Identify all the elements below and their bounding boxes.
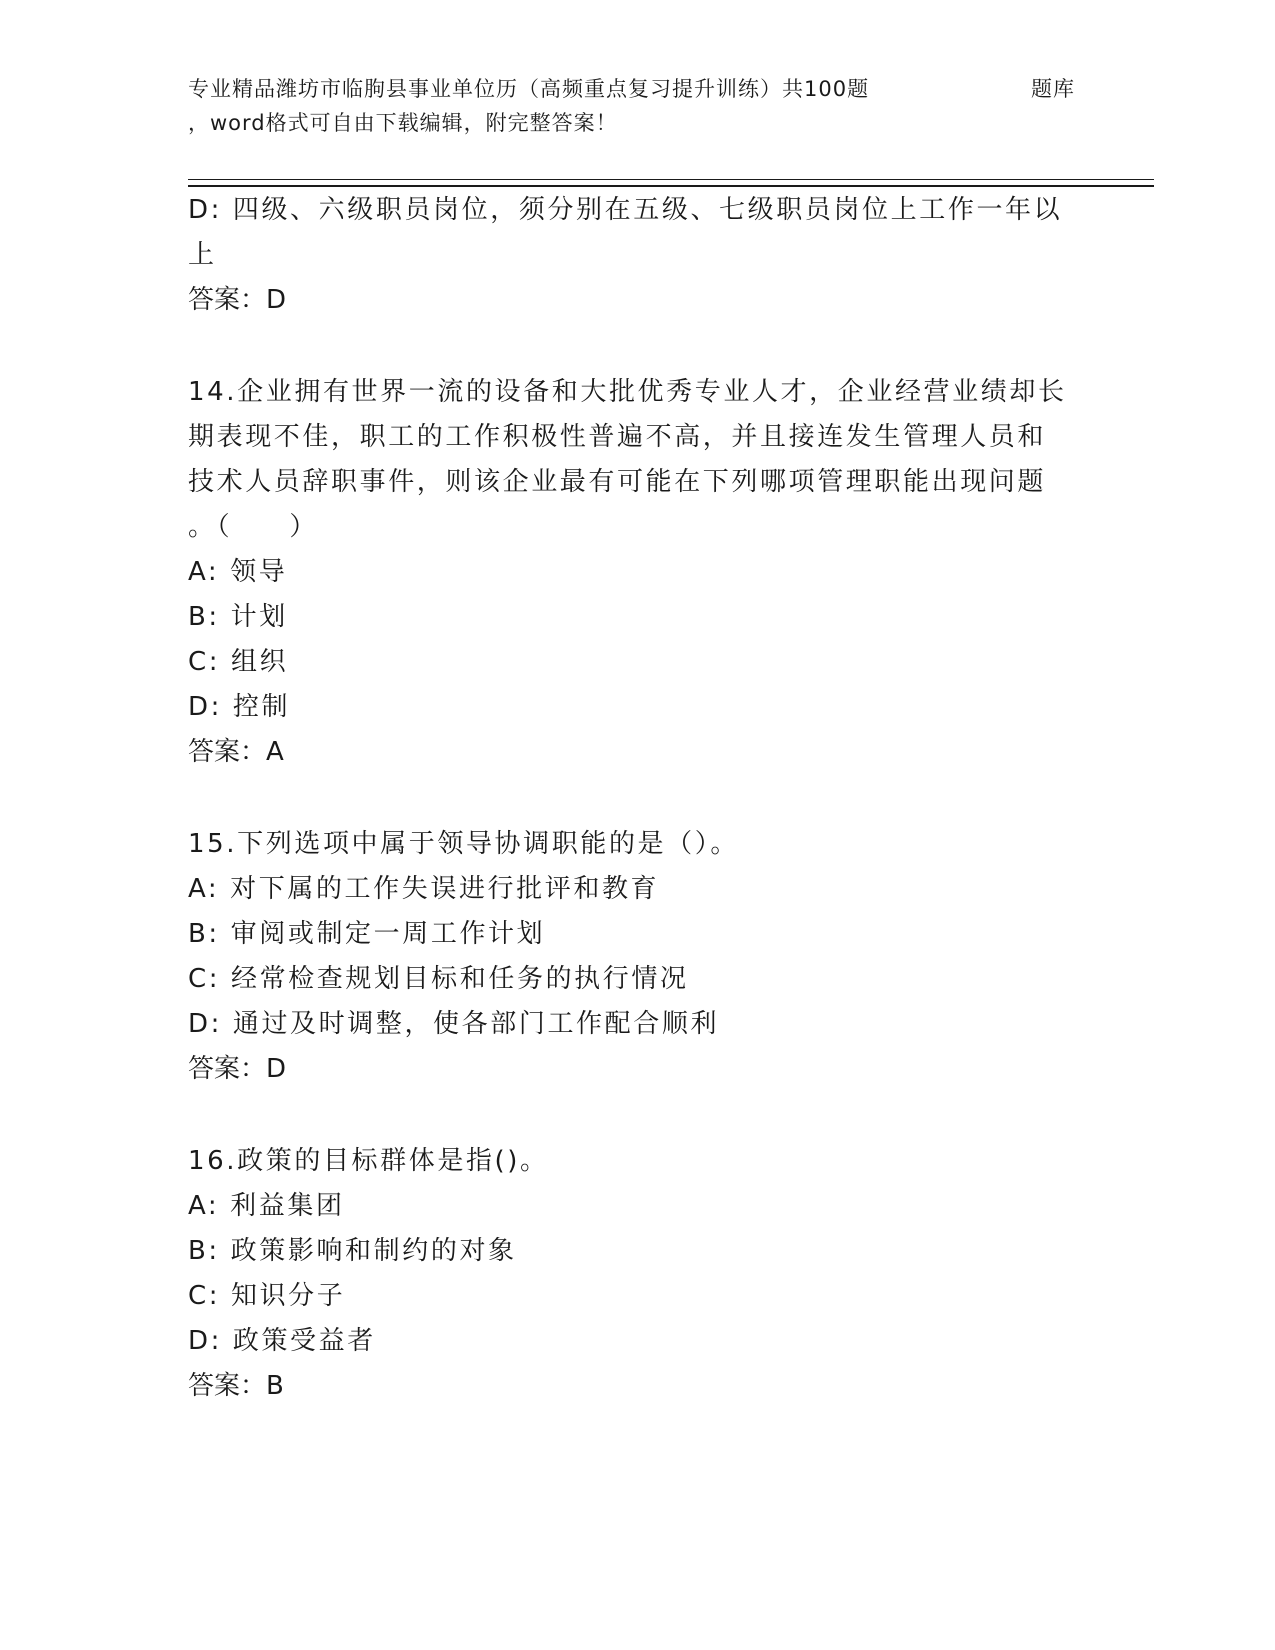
q14-option-c: C: 组织 xyxy=(188,647,289,677)
q14-stem-line: 技术人员辞职事件，则该企业最有可能在下列哪项管理职能出现问题 xyxy=(188,467,1047,497)
header-line-1 xyxy=(188,72,1108,106)
q13-option-d-cont: 上 xyxy=(188,240,217,270)
q14-answer: 答案：A xyxy=(188,737,284,767)
header-title-right: 题库 xyxy=(1031,77,1075,101)
q16-option-c: C: 知识分子 xyxy=(188,1281,346,1311)
header-divider xyxy=(188,179,1154,187)
q15-answer: 答案：D xyxy=(188,1054,287,1084)
q14-stem-line: 14.企业拥有世界一流的设备和大批优秀专业人才，企业经营业绩却长 xyxy=(188,377,1067,407)
q14-stem-line: 。（ ） xyxy=(188,512,319,542)
spacer xyxy=(188,323,1088,370)
q13-option-d: D: 四级、六级职员岗位，须分别在五级、七级职员岗位上工作一年以 xyxy=(188,195,1063,225)
q16-option-b: B: 政策影响和制约的对象 xyxy=(188,1236,517,1266)
q15-option-d: D: 通过及时调整，使各部门工作配合顺利 xyxy=(188,1009,720,1039)
page-header xyxy=(188,72,1108,140)
header-line-2: ，word格式可自由下载编辑，附完整答案！ xyxy=(188,111,618,135)
q14-option-b: B: 计划 xyxy=(188,602,288,632)
q13-answer: 答案：D xyxy=(188,285,287,315)
q15-option-a: A: 对下属的工作失误进行批评和教育 xyxy=(188,874,660,904)
q14-option-d: D: 控制 xyxy=(188,692,291,722)
question-content xyxy=(188,188,1088,1409)
spacer xyxy=(188,775,1088,822)
q14-stem-line: 期表现不佳，职工的工作积极性普遍不高，并且接连发生管理人员和 xyxy=(188,422,1047,452)
q16-option-a: A: 利益集团 xyxy=(188,1191,345,1221)
q15-option-b: B: 审阅或制定一周工作计划 xyxy=(188,919,546,949)
q15-option-c: C: 经常检查规划目标和任务的执行情况 xyxy=(188,964,689,994)
q16-option-d: D: 政策受益者 xyxy=(188,1326,376,1356)
header-title: 专业精品潍坊市临朐县事业单位历（高频重点复习提升训练）共100题 xyxy=(188,77,870,101)
spacer xyxy=(188,1092,1088,1139)
q16-stem: 16.政策的目标群体是指()。 xyxy=(188,1146,549,1176)
q15-stem: 15.下列选项中属于领导协调职能的是（）。 xyxy=(188,829,739,859)
q14-option-a: A: 领导 xyxy=(188,557,288,587)
q16-answer: 答案：B xyxy=(188,1371,284,1401)
